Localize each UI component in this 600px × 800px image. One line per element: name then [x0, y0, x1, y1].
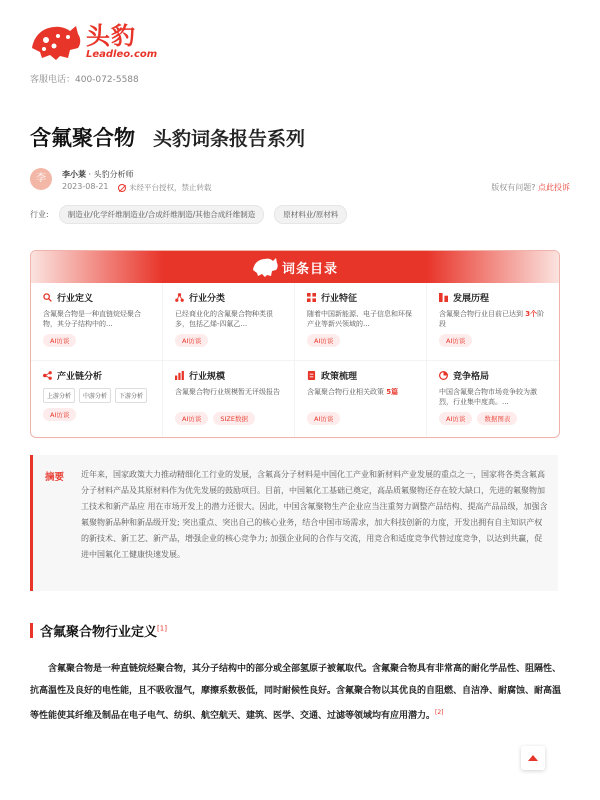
footnote-ref[interactable]: [1] [157, 624, 167, 633]
size-data-chip[interactable]: SIZE数据 [213, 412, 255, 425]
summary-box [30, 455, 558, 591]
author-name-text: 李小莱 [62, 170, 86, 179]
policy-icon [307, 371, 316, 380]
ai-interview-chip[interactable]: AI访谈 [175, 412, 208, 425]
toc-item-chain[interactable] [31, 361, 163, 438]
brand-site: Leadleo.com [86, 49, 158, 60]
toc-item-title: 政策梳理 [321, 372, 358, 382]
copyright-notice [118, 182, 212, 193]
toc-item-desc [439, 309, 549, 329]
author-name [62, 169, 134, 180]
upstream-tag[interactable]: 上游分析 [43, 388, 75, 403]
toc-item-scale[interactable] [163, 361, 295, 438]
toc-title: 词条目录 [281, 261, 338, 277]
toc-item-desc: 中国含氟聚合物市场竞争较为激烈，行业集中度高。... [439, 388, 537, 406]
magnifier-icon [43, 293, 52, 302]
toc-item-policy[interactable] [295, 361, 427, 438]
toc-item-definition[interactable] [31, 283, 163, 361]
page-title [30, 122, 305, 152]
section-accent-bar [30, 623, 33, 638]
history-icon [439, 293, 448, 302]
section-heading [30, 621, 167, 640]
stage-count: 3个 [525, 310, 538, 318]
ban-icon [118, 184, 126, 192]
ai-interview-chip[interactable]: AI访谈 [307, 412, 340, 425]
copyright-question: 版权有问题? [491, 183, 536, 192]
toc-item-title: 行业特征 [321, 294, 358, 304]
toc-banner [31, 251, 559, 283]
brand-logo[interactable] [30, 22, 157, 62]
industry-tag[interactable]: 原材料业/原材料 [274, 205, 347, 224]
back-to-top-button[interactable] [521, 746, 545, 770]
summary-text: 近年来，国家政策大力推动精细化工行业的发展，含氟高分子材料是中国化工产业和新材料产业发展的重点之一，国家将各类含氟高分子材料产品及其原材料作为优先发展的鼓励项目。目前，中国氟化工基础已奠定，高品质氟聚物还存在较大缺口，先进的氟聚物加工技术和新产品应 用在市场开发上的潜力还很大。因此，中国含氟聚物生产企业应当注重努力调整产品结构、提高产品品级，加强含氟聚物新品种和新品级开发; 突出重点、突出自己的核心业务，结合中国市场需求，加大科技创新的力度，开发出拥有自主知识产权的新技术、新工艺、新产品，增强企业的核心竞争力; 加强企业间的合作与交流，用竞合和适度竞争代替过度竞争，以达到共赢，促进中国氟化工健康快速发展。 [81, 470, 548, 559]
hotline-text: 客服电话：400-072-5588 [30, 75, 139, 85]
publish-date: 2023-08-21 [62, 182, 109, 191]
toc-item-desc: 随着中国新能源、电子信息和环保产业等新兴领域的... [307, 310, 412, 328]
section-title [40, 621, 167, 640]
desc-text: 含氟聚合物行业相关政策 [307, 388, 384, 396]
downstream-tag[interactable]: 下游分析 [115, 388, 147, 403]
data-chart-chip[interactable]: 数据图表 [477, 412, 517, 425]
complaint-area [491, 182, 570, 193]
toc-item-title: 行业分类 [189, 294, 226, 304]
complaint-link[interactable]: 点此投诉 [538, 183, 570, 192]
brand-name: 头豹 [86, 22, 136, 50]
toc-item-title: 产业链分析 [57, 372, 103, 382]
leopard-icon [252, 256, 278, 278]
table-of-contents [30, 250, 560, 438]
definition-paragraph [30, 658, 565, 727]
author-org: · 头豹分析师 [88, 170, 134, 179]
avatar: 李 [30, 168, 52, 190]
toc-item-desc: 含氟聚合物是一种直链烷烃聚合物，其分子结构中的... [43, 310, 141, 328]
toc-item-desc: 已经商业化的含氟聚合物种类很多，包括乙烯-四氟乙... [175, 310, 273, 328]
molecule-icon [175, 293, 184, 302]
midstream-tag[interactable]: 中游分析 [79, 388, 111, 403]
ai-interview-chip[interactable]: AI访谈 [175, 334, 208, 347]
toc-item-title: 行业规模 [189, 372, 226, 382]
chain-icon [43, 371, 52, 380]
grid-icon [307, 293, 316, 302]
ai-interview-chip[interactable]: AI访谈 [307, 334, 340, 347]
report-title: 含氟聚合物 [30, 126, 135, 150]
ai-interview-chip[interactable]: AI访谈 [439, 334, 472, 347]
toc-item-desc [307, 387, 416, 407]
desc-text: 阶段 [439, 310, 545, 328]
definition-text: 含氟聚合物是一种直链烷烃聚合物，其分子结构中的部分或全部氢原子被氟取代。含氟聚合物具有非常高的耐化学品性、阻隔性、抗高温性及良好的电性能，且不吸收湿气，摩擦系数极低，同时耐候性良好。含氟聚合物以其优良的自阻燃、自洁净、耐腐蚀、耐高温等性能使其纤维及制品在电子电气、纺织、航空航天、建筑、医学、交通、过滤等领域均有应用潜力。 [30, 664, 562, 721]
toc-item-history[interactable] [427, 283, 559, 361]
author-info [30, 166, 570, 196]
notice-text: 未经平台授权，禁止转载 [129, 183, 212, 192]
summary-label: 摘要 [45, 472, 65, 483]
ai-interview-chip[interactable]: AI访谈 [43, 408, 76, 421]
bar-chart-icon [175, 371, 184, 380]
toc-item-features[interactable] [295, 283, 427, 361]
policy-count: 5篇 [386, 388, 399, 396]
industry-tags [30, 205, 357, 224]
toc-item-title: 行业定义 [57, 294, 94, 304]
ai-interview-chip[interactable]: AI访谈 [43, 334, 76, 347]
section-title-text: 含氟聚合物行业定义 [40, 625, 158, 640]
desc-text: 含氟聚合物行业目前已达到 [439, 310, 523, 318]
toc-item-desc: 含氟聚合物行业规模暂无评级报告 [175, 388, 280, 396]
report-series: 头豹词条报告系列 [153, 128, 306, 150]
toc-item-classification[interactable] [163, 283, 295, 361]
toc-item-title: 发展历程 [453, 294, 490, 304]
pie-icon [439, 371, 448, 380]
toc-item-title: 竞争格局 [453, 372, 490, 382]
leopard-logo-icon [30, 22, 82, 62]
industry-label: 行业: [30, 210, 49, 219]
arrow-up-icon [528, 755, 538, 761]
toc-item-competition[interactable] [427, 361, 559, 438]
ai-interview-chip[interactable]: AI访谈 [439, 412, 472, 425]
industry-tag[interactable]: 制造业/化学纤维制造业/合成纤维制造/其他合成纤维制造 [59, 205, 265, 224]
footnote-ref[interactable]: [2] [435, 709, 444, 716]
